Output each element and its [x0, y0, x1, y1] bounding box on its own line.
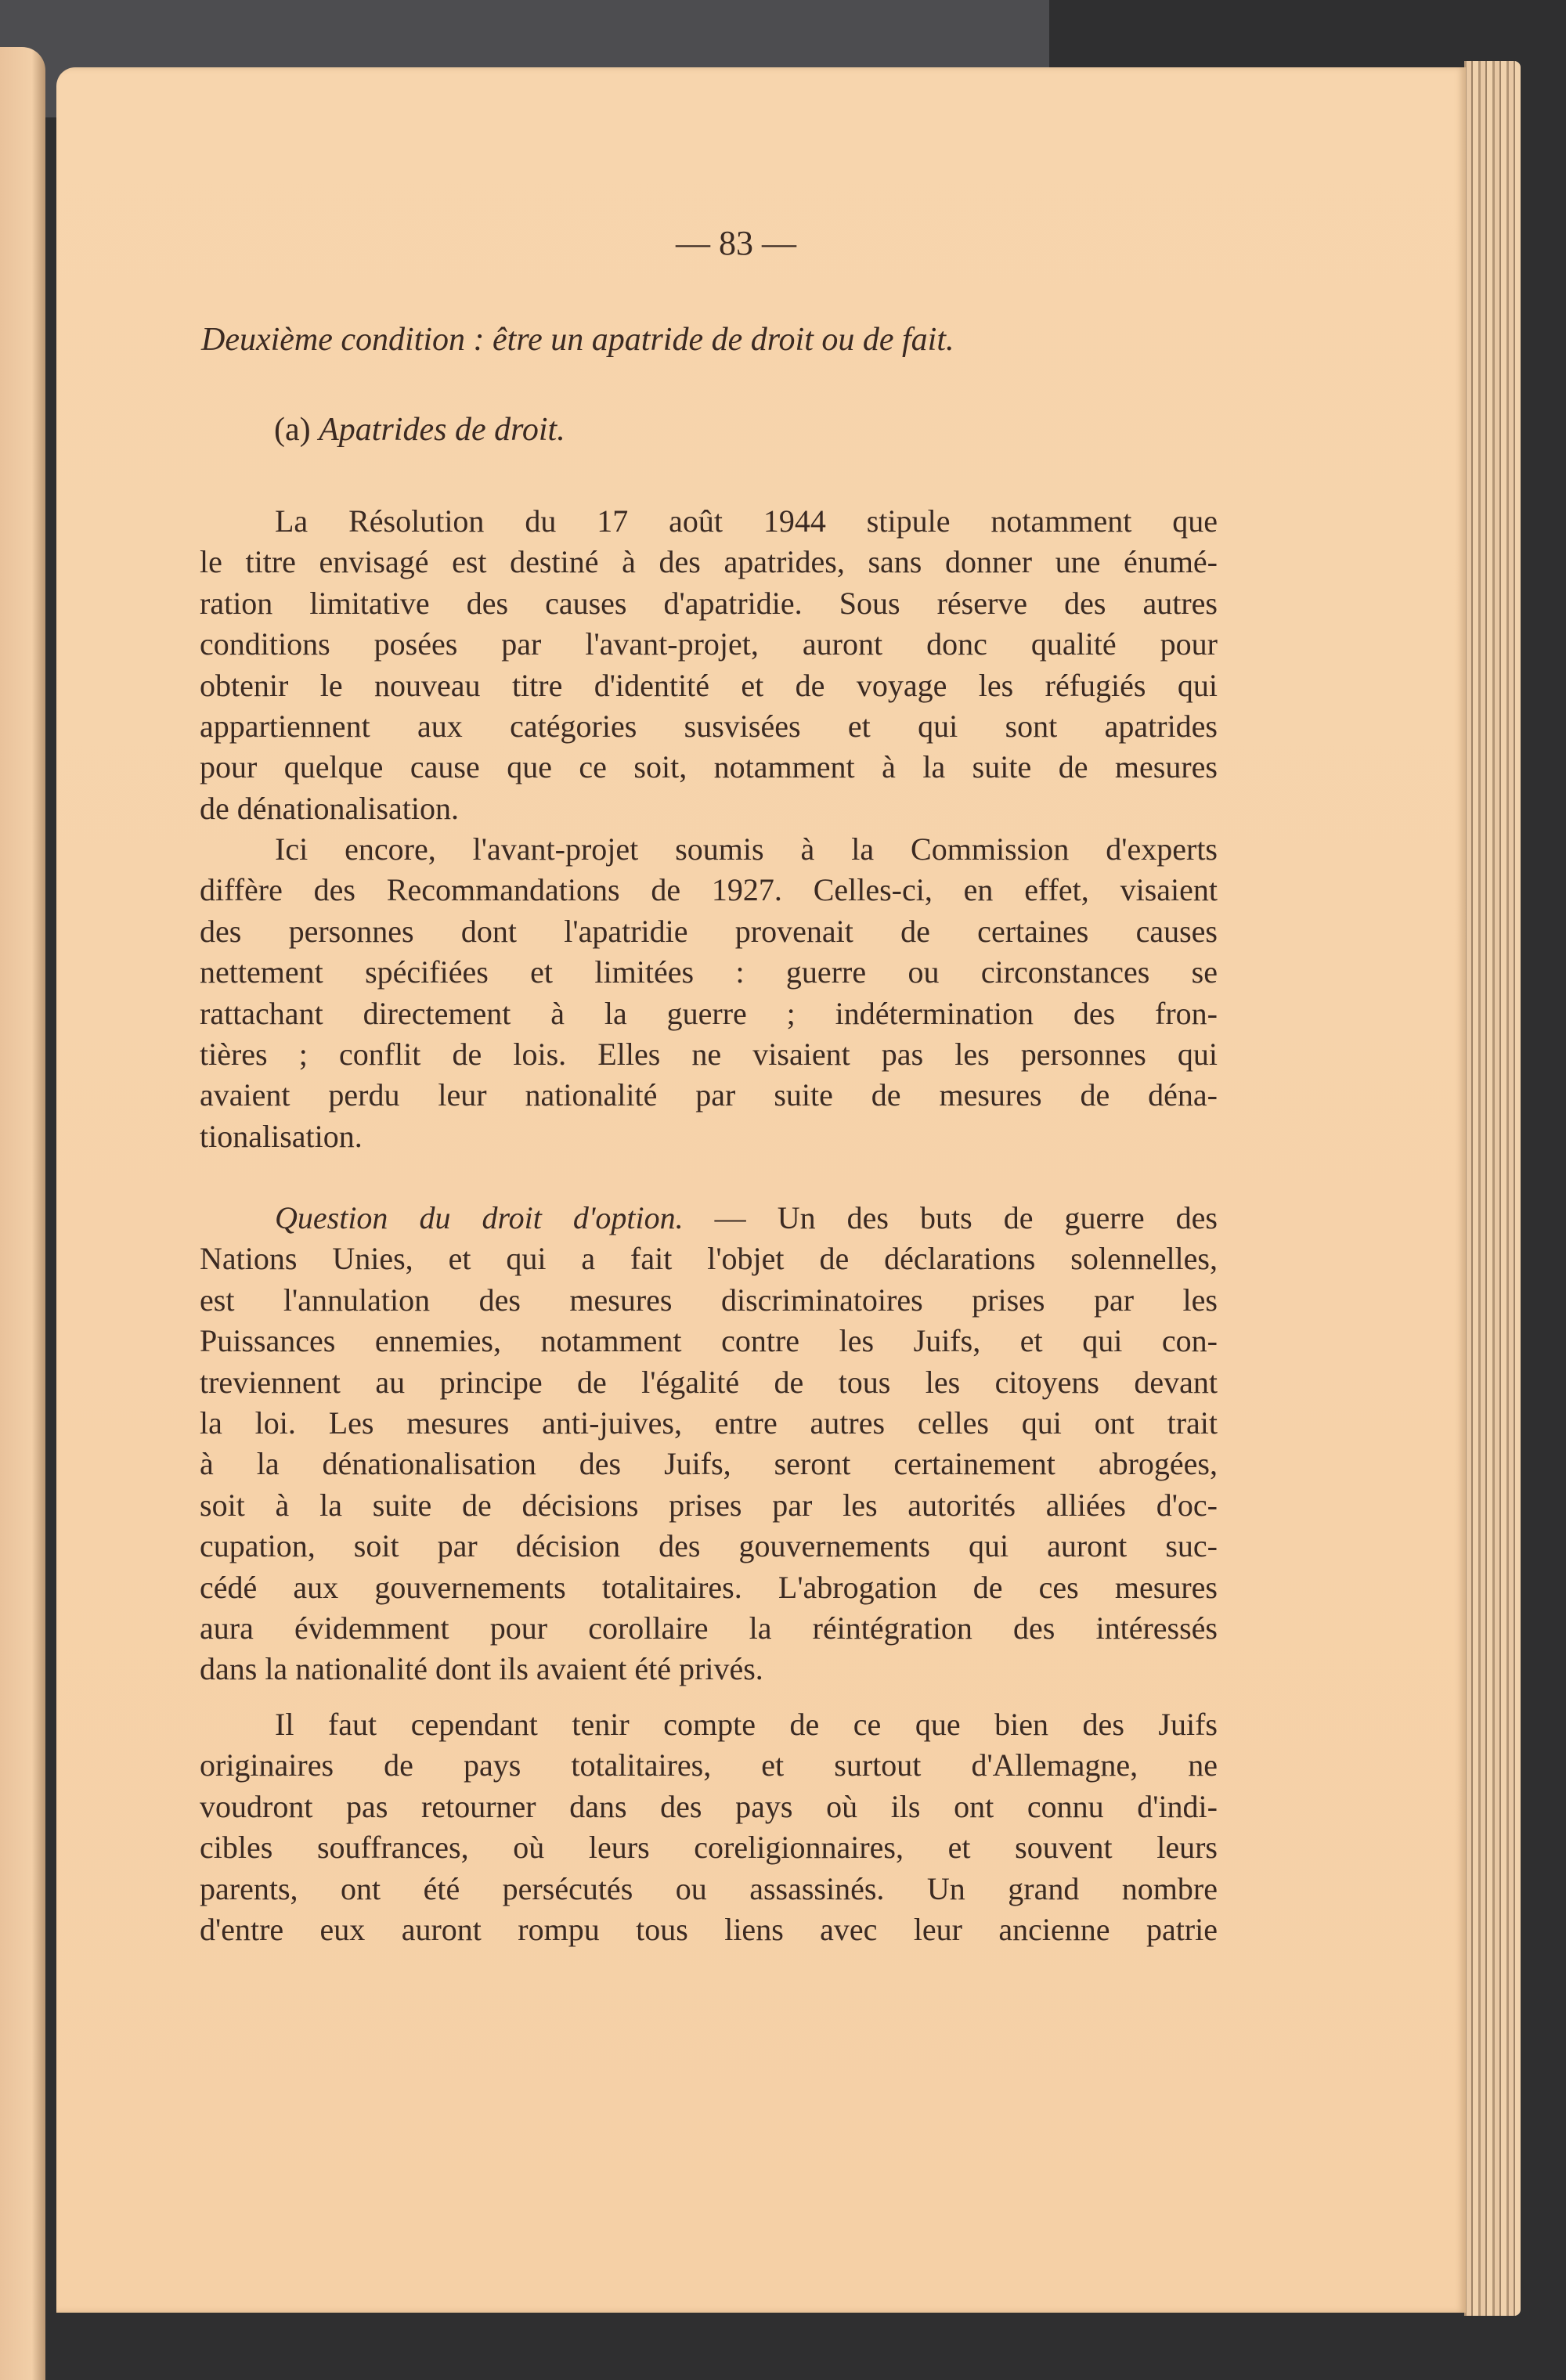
text-line: avaient perdu leur nationalité par suite de mesures de déna-	[200, 1077, 1218, 1113]
text-line: à la dénationalisation des Juifs, seront certainement abrogées,	[200, 1446, 1218, 1482]
text-line: des personnes dont l'apatridie provenait de certaines causes	[200, 913, 1218, 949]
text-line	[200, 1198, 1218, 1239]
text-line: pour quelque cause que ce soit, notamment à la suite de mesures	[200, 749, 1218, 785]
text-line: parents, ont été persécutés ou assassinés. Un grand nombre	[200, 1870, 1218, 1906]
text-line: aura évidemment pour corollaire la réintégration des intéressés	[200, 1610, 1218, 1646]
text-line: le titre envisagé est destiné à des apatrides, sans donner une énumé-	[200, 544, 1218, 580]
paragraph-2	[200, 829, 1218, 1157]
text-line: tières ; conflit de lois. Elles ne visaient pas les personnes qui	[200, 1036, 1218, 1072]
section-heading: Deuxième condition : être un apatride de droit ou de fait.	[201, 322, 954, 358]
text-line: voudront pas retourner dans des pays où ils ont connu d'indi-	[200, 1788, 1218, 1824]
text-line: d'entre eux auront rompu tous liens avec leur ancienne patrie	[200, 1911, 1218, 1947]
text-line: La Résolution du 17 août 1944 stipule notamment que	[275, 503, 1218, 539]
text-line: treviennent au principe de l'égalité de tous les citoyens devant	[200, 1364, 1218, 1400]
text-line: diffère des Recommandations de 1927. Celles-ci, en effet, visaient	[200, 872, 1218, 908]
text-line: est l'annulation des mesures discriminatoires prises par les	[200, 1282, 1218, 1318]
text-line: de dénationalisation.	[200, 790, 460, 826]
text-line: appartiennent aux catégories susvisées et qui sont apatrides	[200, 708, 1218, 744]
paragraph-1	[200, 501, 1218, 829]
line-text: — Un des buts de guerre des	[683, 1200, 1218, 1235]
book-page	[56, 67, 1466, 2313]
text-line: la loi. Les mesures anti-juives, entre autres celles qui ont trait	[200, 1405, 1218, 1441]
text-line: originaires de pays totalitaires, et surtout d'Allemagne, ne	[200, 1747, 1218, 1783]
previous-page-edge	[0, 47, 45, 2380]
text-line: ration limitative des causes d'apatridie. Sous réserve des autres	[200, 585, 1218, 621]
text-line: cibles souffrances, où leurs coreligionnaires, et souvent leurs	[200, 1830, 1218, 1866]
text-line: Il faut cependant tenir compte de ce que bien des Juifs	[275, 1707, 1218, 1742]
text-line: tionalisation.	[200, 1118, 363, 1154]
text-line: rattachant directement à la guerre ; indétermination des fron-	[200, 995, 1218, 1031]
text-line: obtenir le nouveau titre d'identité et de voyage les réfugiés qui	[200, 667, 1218, 703]
text-line: cédé aux gouvernements totalitaires. L'abrogation de ces mesures	[200, 1569, 1218, 1605]
text-line: Nations Unies, et qui a fait l'objet de déclarations solennelles,	[200, 1241, 1218, 1277]
text-line: cupation, soit par décision des gouvernements qui auront suc-	[200, 1528, 1218, 1564]
text-line: Ici encore, l'avant-projet soumis à la Commission d'experts	[275, 831, 1218, 867]
subsection-label: (a)	[274, 412, 311, 448]
subsection-heading	[274, 411, 565, 449]
text-line: nettement spécifiées et limitées : guerre ou circonstances se	[200, 954, 1218, 990]
page-block-edges	[1464, 61, 1521, 2316]
text-line: Puissances ennemies, notamment contre les Juifs, et qui con-	[200, 1323, 1218, 1359]
text-line: dans la nationalité dont ils avaient été privés.	[200, 1651, 763, 1687]
subsection-title: Apatrides de droit.	[319, 412, 565, 448]
text-line: conditions posées par l'avant-projet, auront donc qualité pour	[200, 626, 1218, 662]
paragraph-4	[200, 1704, 1218, 1950]
paragraph-3	[200, 1198, 1218, 1690]
page-number: — 83 —	[676, 224, 796, 262]
italic-lead: Question du droit d'option.	[275, 1200, 684, 1235]
text-line: soit à la suite de décisions prises par les autorités alliées d'oc-	[200, 1487, 1218, 1523]
